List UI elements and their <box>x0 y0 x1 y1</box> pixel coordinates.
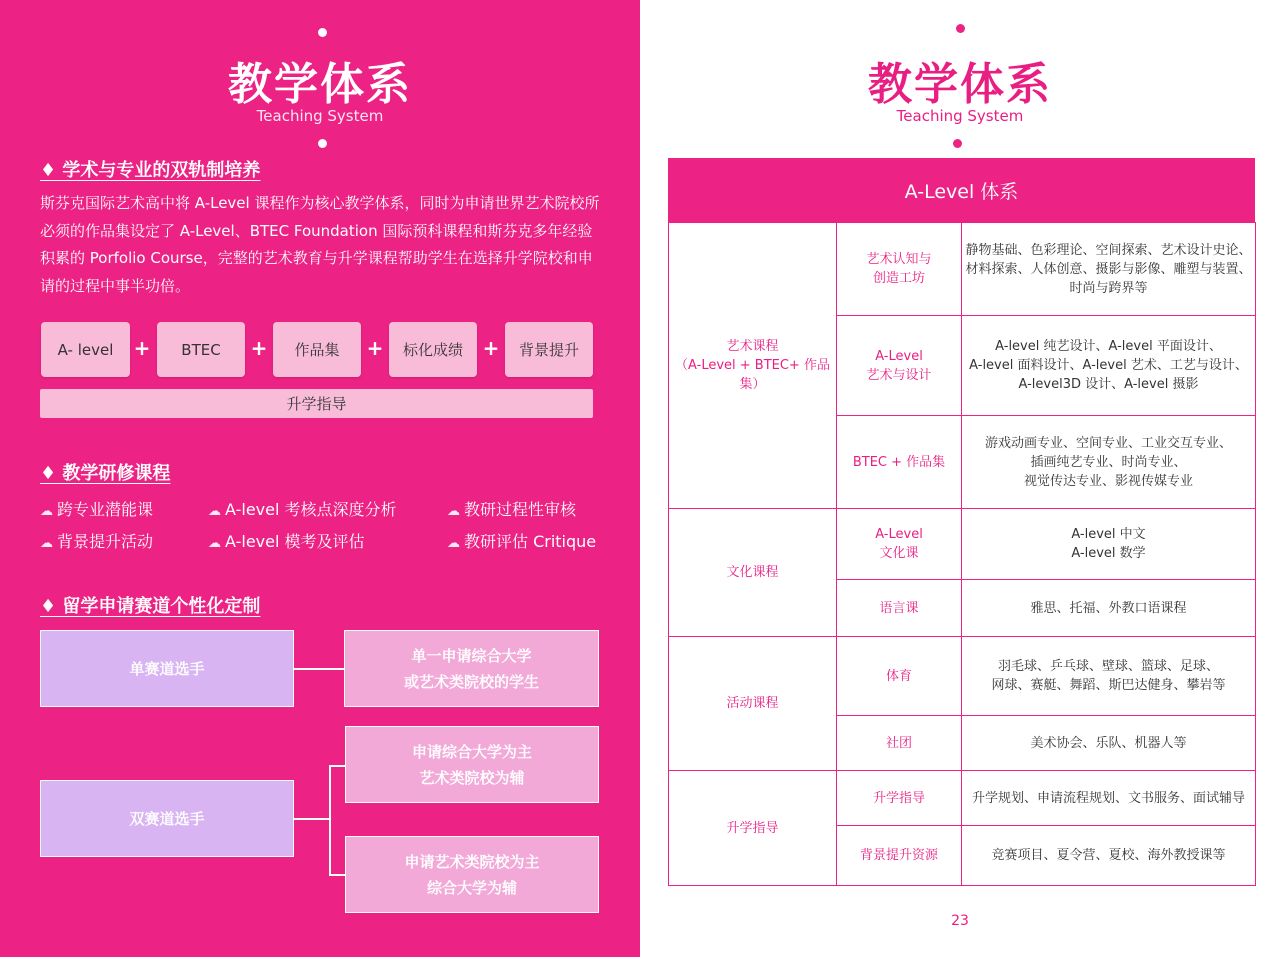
description: 游戏动画专业、空间专业、工业交互专业、 插画纯艺专业、时尚专业、 视觉传达专业、影视传媒专业 <box>962 416 1256 509</box>
decor-dot-bottom <box>953 139 962 148</box>
connector-line <box>294 668 344 670</box>
double-track-box: 双赛道选手 <box>40 780 294 857</box>
double-track-desc-1: 申请综合大学为主 艺术类院校为辅 <box>345 726 599 803</box>
course-item: ☁ 跨专业潜能课 <box>40 500 154 519</box>
plus-sign: + <box>482 336 500 360</box>
description: A-level 纯艺设计、A-level 平面设计、 A-level 面料设计、A-level 艺术、工艺与设计、 A-level3D 设计、A-level 摄影 <box>962 316 1256 416</box>
cloud-icon: ☁ <box>447 504 460 519</box>
description: 羽毛球、乒乓球、壁球、篮球、足球、 网球、赛艇、舞蹈、斯巴达健身、攀岩等 <box>962 637 1256 716</box>
plus-sign: + <box>133 336 151 360</box>
intro-paragraph: 斯芬克国际艺术高中将 A-Level 课程作为核心教学体系，同时为申请世界艺术院校所必须的作品集设定了 A-Level、BTEC Foundation 国际预科课程和斯芬克多年经验积累的 Porfolio Course，完整的艺术教育与升学课程帮助学生在选择升学院校和申请的过程中事半功倍。 <box>40 194 600 295</box>
category-culture: 文化课程 <box>669 509 837 637</box>
cloud-icon: ☁ <box>208 504 221 519</box>
section-heading-dual-track: ♦ 学术与专业的双轨制培养 <box>40 160 261 181</box>
course-item: ☁ A-level 模考及评估 <box>208 532 365 551</box>
single-track-desc: 单一申请综合大学 或艺术类院校的学生 <box>344 630 599 707</box>
subcategory: A-Level 文化课 <box>837 509 962 580</box>
subcategory: 体育 <box>837 637 962 716</box>
description: 竞赛项目、夏令营、夏校、海外教授课等 <box>962 826 1256 886</box>
plus-sign: + <box>366 336 384 360</box>
decor-dot-bottom <box>318 139 327 148</box>
section-heading-research: ♦ 教学研修课程 <box>40 463 171 484</box>
double-track-desc-2: 申请艺术类院校为主 综合大学为辅 <box>345 836 599 913</box>
cloud-icon: ☁ <box>40 504 53 519</box>
table-row <box>669 509 1256 580</box>
category-art: 艺术课程 （A-Level + BTEC+ 作品集） <box>669 223 837 509</box>
subcategory: BTEC + 作品集 <box>837 416 962 509</box>
cloud-icon: ☁ <box>447 536 460 551</box>
category-guidance: 升学指导 <box>669 771 837 886</box>
cloud-icon: ☁ <box>208 536 221 551</box>
table-row <box>669 637 1256 716</box>
single-track-box: 单赛道选手 <box>40 630 294 707</box>
page-title: 教学体系 <box>868 59 1052 110</box>
cloud-icon: ☁ <box>40 536 53 551</box>
category-activity: 活动课程 <box>669 637 837 771</box>
table-row <box>669 223 1256 316</box>
subcategory: 语言课 <box>837 580 962 637</box>
section-heading-application-track: ♦ 留学申请赛道个性化定制 <box>40 596 261 617</box>
description: A-level 中文 A-level 数学 <box>962 509 1256 580</box>
table-title: A-Level 体系 <box>668 158 1255 222</box>
alevel-table <box>668 222 1256 886</box>
right-page <box>640 0 1280 957</box>
subcategory: 升学指导 <box>837 771 962 826</box>
decor-dot-top <box>956 24 965 33</box>
course-item: ☁ 教研评估 Critique <box>447 532 597 551</box>
subcategory: 背景提升资源 <box>837 826 962 886</box>
page-title: 教学体系 <box>228 59 412 110</box>
page-subtitle: Teaching System <box>896 107 1024 125</box>
course-item: ☁ 教研过程性审核 <box>447 500 577 519</box>
pathway-box-background: 背景提升 <box>505 322 593 377</box>
guidance-bar: 升学指导 <box>40 389 593 418</box>
course-item: ☁ 背景提升活动 <box>40 532 154 551</box>
connector-line <box>294 818 329 820</box>
subcategory: 社团 <box>837 716 962 771</box>
page-subtitle: Teaching System <box>256 107 384 125</box>
pathway-box-standardized: 标化成绩 <box>389 322 477 377</box>
pathway-box-portfolio: 作品集 <box>273 322 361 377</box>
description: 静物基础、色彩理论、空间探索、艺术设计史论、 材料探索、人体创意、摄影与影像、雕塑与装置、 时尚与跨界等 <box>962 223 1256 316</box>
decor-dot-top <box>318 28 327 37</box>
page-number: 23 <box>951 913 969 929</box>
description: 升学规划、申请流程规划、文书服务、面试辅导 <box>962 771 1256 826</box>
pathway-box-btec: BTEC <box>157 322 245 377</box>
connector-line <box>329 765 345 767</box>
description: 雅思、托福、外教口语课程 <box>962 580 1256 637</box>
table-row <box>669 771 1256 826</box>
subcategory: A-Level 艺术与设计 <box>837 316 962 416</box>
description: 美术协会、乐队、机器人等 <box>962 716 1256 771</box>
plus-sign: + <box>250 336 268 360</box>
pathway-box-alevel: A- level <box>41 322 130 377</box>
connector-line <box>329 874 345 876</box>
course-item: ☁ A-level 考核点深度分析 <box>208 500 397 519</box>
subcategory: 艺术认知与 创造工坊 <box>837 223 962 316</box>
connector-line <box>329 765 331 875</box>
